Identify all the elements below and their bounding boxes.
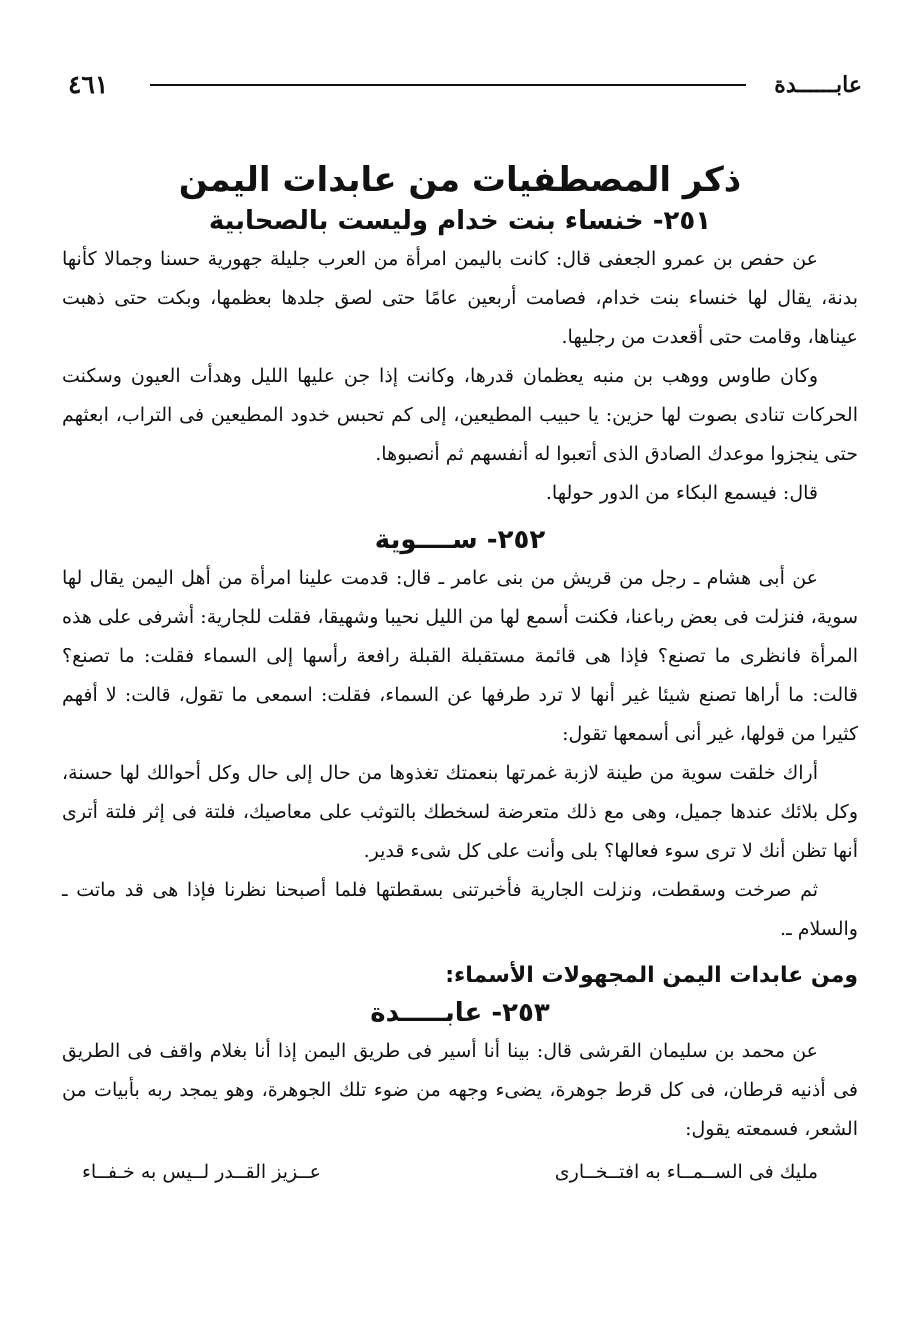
- poetry-verse: [62, 1153, 858, 1191]
- section-heading-252: ٢٥٢- ســــوية: [374, 525, 546, 555]
- paragraph: قال: فيسمع البكاء من الدور حولها.: [545, 482, 818, 504]
- paragraph: أراك خلقت سوية من طينة لازبة غمرتها بنعمتك تغذوها من حال إلى حال وكل أحوالك لها حسنة، وكل بلائك عندها جميل، وهى مع ذلك متعرضة لسخطك بالتوثب على معاصيك، فلتة فى إثر فلتة أترى أنها تظن أنك لا ترى سوء فعالها؟ بلى وأنت على كل شىء قدير.: [62, 762, 858, 862]
- running-head-title: عابــــــدة: [774, 72, 862, 98]
- section-heading-253: ٢٥٣- عابـــــدة: [370, 998, 550, 1028]
- chapter-title: ذكر المصطفيات من عابدات اليمن: [178, 160, 742, 200]
- paragraph: وكان طاوس ووهب بن منبه يعظمان قدرها، وكانت إذا جن عليها الليل وهدأت العيون وسكنت الحركات تنادى بصوت لها حزين: يا حبيب المطيعين، إلى كم تحبس خدود المطيعين فى التراب، ابعثهم حتى ينجزوا موعدك الصادق الذى أتعبوا له أنفسهم ثم أنصبوها.: [62, 365, 858, 465]
- page-number: ٤٦١: [68, 70, 109, 99]
- paragraph: عن حفص بن عمرو الجعفى قال: كانت باليمن امرأة من العرب جليلة جهورية حسنا وجمالا كأنها بدنة، يقال لها خنساء بنت خدام، فصامت أربعين عامًا حتى لصق جلدها بعظمها، وبكت حتى ذهبت عيناها، وقامت حتى أقعدت من رجليها.: [62, 248, 858, 348]
- page-content: [62, 160, 858, 1191]
- header-rule: [150, 84, 746, 86]
- paragraph: عن محمد بن سليمان القرشى قال: بينا أنا أسير فى طريق اليمن إذا أنا بغلام واقف فى الطريق فى أذنيه قرطان، فى كل قرط جوهرة، يضىء وجهه من ضوء تلك الجوهرة، وهو يمجد ربه بأبيات من الشعر، فسمعته يقول:: [62, 1040, 858, 1140]
- section-heading-251: ٢٥١- خنساء بنت خدام وليست بالصحابية: [208, 206, 712, 236]
- running-head: [60, 64, 866, 104]
- subsection-heading: ومن عابدات اليمن المجهولات الأسماء:: [445, 963, 858, 988]
- paragraph: عن أبى هشام ـ رجل من قريش من بنى عامر ـ قال: قدمت علينا امرأة من أهل اليمن يقال لها سوية، فنزلت فى بعض رباعنا، فكنت أسمع لها من الليل نحيبا وشهيقا، فقلت للجارية: أشرفى على هذه المرأة فانظرى ما تصنع؟ فإذا هى قائمة مستقبلة القبلة رافعة رأسها إلى السماء فقلت: ما تصنع؟ قالت: ما أراها تصنع شيئا غير أنها لا ترد طرفها عن السماء، فقلت: اسمعى ما تقول، قالت: لا أفهم كثيرا من قولها، غير أنى أسمعها تقول:: [62, 567, 858, 745]
- verse-first-hemistich: مليك فى الســمــاء به افتــخــارى: [554, 1161, 818, 1183]
- paragraph: ثم صرخت وسقطت، ونزلت الجارية فأخبرتنى بسقطتها فلما أصبحنا نظرنا فإذا هى قد ماتت ـ والسلام ـ.: [62, 879, 858, 940]
- verse-second-hemistich: عــزيز القــدر لــيس به خـفــاء: [82, 1161, 321, 1183]
